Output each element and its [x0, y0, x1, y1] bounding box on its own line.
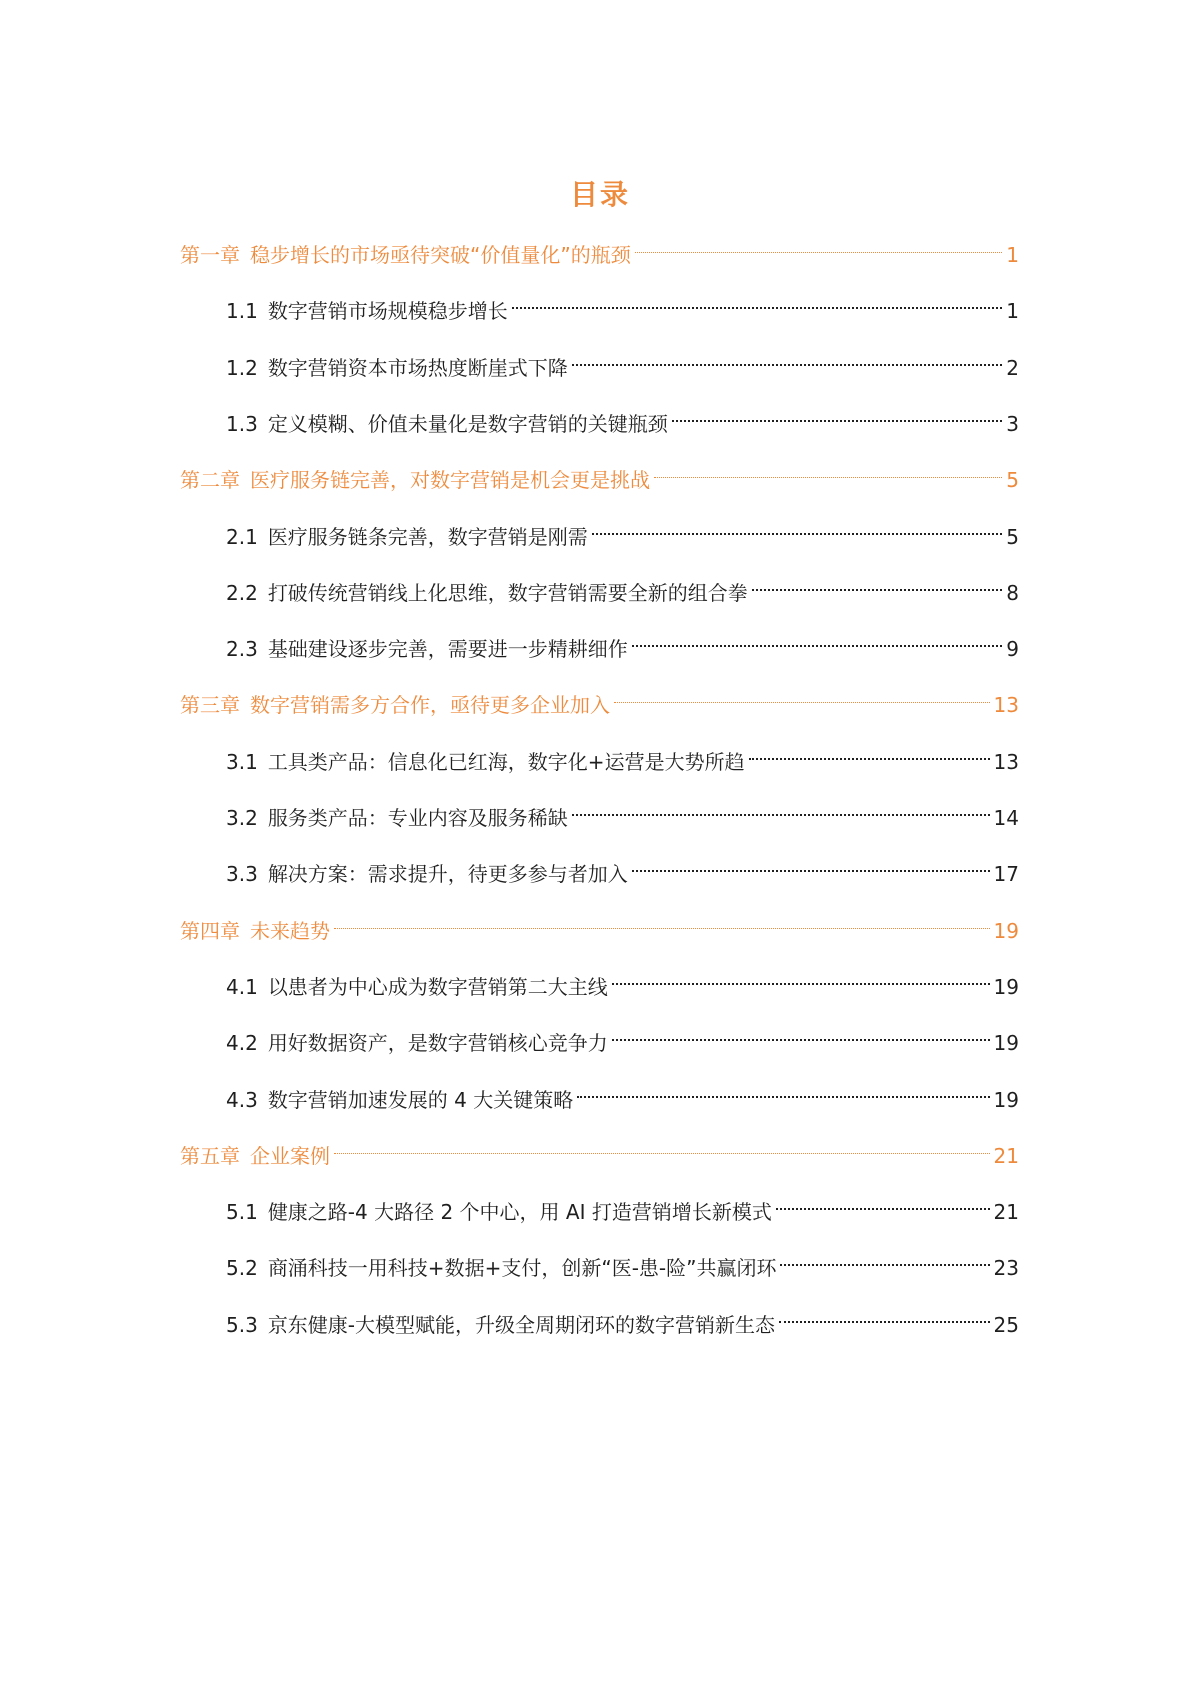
- toc-entry-number: 第二章: [180, 468, 240, 492]
- toc-chapter-entry[interactable]: [180, 453, 1019, 492]
- toc-entry-title: 打破传统营销线上化思维，数字营销需要全新的组合拳: [267, 581, 748, 605]
- toc-entry-title: 未来趋势: [250, 919, 330, 943]
- toc-entry-page-number: 19: [993, 919, 1019, 943]
- dot-leader: [334, 1129, 990, 1163]
- dot-leader: [752, 566, 1002, 600]
- toc-entry-label: [180, 1139, 330, 1173]
- toc-entry-page-number: 5: [1006, 525, 1019, 549]
- dot-leader: [592, 510, 1002, 544]
- dot-leader: [614, 678, 990, 712]
- toc-entry-page-number: 3: [1006, 412, 1019, 436]
- toc-entry-label: [226, 801, 568, 835]
- dot-leader: [572, 341, 1002, 375]
- toc-entry-page-number: 1: [1006, 299, 1019, 323]
- toc-entry-label: [180, 914, 330, 948]
- toc-section-entry[interactable]: [226, 1016, 1019, 1055]
- toc-entry-title: 解决方案：需求提升，待更多参与者加入: [267, 862, 628, 886]
- toc-entry-number: 第五章: [180, 1144, 240, 1168]
- toc-entry-page-number: 21: [993, 1144, 1019, 1168]
- toc-entry-number: 4.3: [226, 1088, 258, 1112]
- toc-entry-title: 数字营销需多方合作，亟待更多企业加入: [250, 693, 610, 717]
- toc-entry-page-number: 19: [993, 1088, 1019, 1112]
- toc-section-entry[interactable]: [226, 1241, 1019, 1280]
- toc-entry-label: [226, 745, 745, 779]
- toc-entry-page-number: 13: [993, 693, 1019, 717]
- toc-entry-page-number: 5: [1006, 468, 1019, 492]
- toc-entry-number: 3.1: [226, 750, 258, 774]
- toc-entry-page-number: 8: [1006, 581, 1019, 605]
- toc-entry-number: 1.3: [226, 412, 258, 436]
- toc-entry-title: 基础建设逐步完善，需要进一步精耕细作: [267, 637, 628, 661]
- toc-entry-number: 1.1: [226, 299, 258, 323]
- dot-leader: [779, 1298, 990, 1332]
- toc-entry-title: 数字营销市场规模稳步增长: [267, 299, 508, 323]
- toc-entry-label: [226, 1026, 608, 1060]
- dot-leader: [577, 1073, 989, 1107]
- toc-entry-title: 数字营销资本市场热度断崖式下降: [267, 356, 568, 380]
- dot-leader: [334, 904, 990, 938]
- toc-section-entry[interactable]: [226, 622, 1019, 661]
- toc-entry-number: 1.2: [226, 356, 258, 380]
- toc-entry-title: 医疗服务链条完善，数字营销是刚需: [267, 525, 588, 549]
- toc-entry-title: 数字营销加速发展的 4 大关键策略: [267, 1088, 574, 1112]
- dot-leader: [612, 1016, 990, 1050]
- toc-entry-number: 3.2: [226, 806, 258, 830]
- toc-section-entry[interactable]: [226, 397, 1019, 436]
- dot-leader: [512, 284, 1002, 318]
- toc-entry-label: [226, 857, 628, 891]
- toc-entry-label: [180, 238, 631, 272]
- toc-entry-page-number: 19: [993, 1031, 1019, 1055]
- dot-leader: [672, 397, 1002, 431]
- toc-section-entry[interactable]: [226, 791, 1019, 830]
- toc-section-entry[interactable]: [226, 735, 1019, 774]
- toc-entry-title: 定义模糊、价值未量化是数字营销的关键瓶颈: [267, 412, 668, 436]
- toc-entry-label: [180, 688, 610, 722]
- toc-entry-title: 京东健康-大模型赋能，升级全周期闭环的数字营销新生态: [267, 1313, 776, 1337]
- toc-title: 目录: [569, 177, 630, 211]
- toc-entry-label: [226, 1251, 776, 1285]
- toc-entry-number: 第四章: [180, 919, 240, 943]
- toc-entry-title: 稳步增长的市场亟待突破“价值量化”的瓶颈: [250, 243, 631, 267]
- toc-section-entry[interactable]: [226, 566, 1019, 605]
- toc-section-entry[interactable]: [226, 960, 1019, 999]
- toc-entry-number: 5.3: [226, 1313, 258, 1337]
- toc-entry-number: 2.2: [226, 581, 258, 605]
- dot-leader: [635, 228, 1003, 262]
- toc-entry-label: [226, 1195, 772, 1229]
- toc-section-entry[interactable]: [226, 1185, 1019, 1224]
- toc-entry-number: 5.1: [226, 1200, 258, 1224]
- toc-entry-number: 第三章: [180, 693, 240, 717]
- toc-entry-label: [226, 632, 628, 666]
- toc-section-entry[interactable]: [226, 847, 1019, 886]
- toc-entry-title: 企业案例: [250, 1144, 330, 1168]
- toc-entry-page-number: 17: [993, 862, 1019, 886]
- toc-entry-page-number: 23: [993, 1256, 1019, 1280]
- dot-leader: [654, 453, 1002, 487]
- toc-entry-title: 工具类产品：信息化已红海，数字化+运营是大势所趋: [267, 750, 745, 774]
- toc-section-entry[interactable]: [226, 1298, 1019, 1337]
- toc-entry-number: 3.3: [226, 862, 258, 886]
- toc-section-entry[interactable]: [226, 284, 1019, 323]
- toc-entry-page-number: 25: [993, 1313, 1019, 1337]
- toc-entry-title: 商涌科技一用科技+数据+支付，创新“医-患-险”共赢闭环: [267, 1256, 777, 1280]
- toc-entry-title: 服务类产品：专业内容及服务稀缺: [267, 806, 568, 830]
- toc-entry-title: 以患者为中心成为数字营销第二大主线: [267, 975, 608, 999]
- toc-entry-label: [226, 407, 668, 441]
- toc-chapter-entry[interactable]: [180, 1129, 1019, 1168]
- toc-chapter-entry[interactable]: [180, 228, 1019, 267]
- dot-leader: [572, 791, 990, 825]
- dot-leader: [632, 847, 990, 881]
- toc-chapter-entry[interactable]: [180, 678, 1019, 717]
- toc-entry-page-number: 1: [1006, 243, 1019, 267]
- toc-section-entry[interactable]: [226, 1073, 1019, 1112]
- toc-entry-label: [226, 576, 748, 610]
- toc-entry-page-number: 19: [993, 975, 1019, 999]
- toc-entry-label: [226, 970, 608, 1004]
- toc-chapter-entry[interactable]: [180, 904, 1019, 943]
- toc-entry-label: [226, 1083, 573, 1117]
- dot-leader: [632, 622, 1002, 656]
- dot-leader: [749, 735, 990, 769]
- toc-entry-label: [226, 351, 568, 385]
- toc-entry-page-number: 2: [1006, 356, 1019, 380]
- toc-entry-title: 用好数据资产，是数字营销核心竞争力: [267, 1031, 608, 1055]
- dot-leader: [780, 1241, 989, 1275]
- toc-entry-page-number: 13: [993, 750, 1019, 774]
- toc-section-entry[interactable]: [226, 341, 1019, 380]
- toc-entry-number: 2.1: [226, 525, 258, 549]
- dot-leader: [612, 960, 990, 994]
- toc-entry-page-number: 14: [993, 806, 1019, 830]
- toc-entry-label: [226, 1308, 775, 1342]
- toc-entry-page-number: 9: [1006, 637, 1019, 661]
- toc-entry-number: 5.2: [226, 1256, 258, 1280]
- toc-entry-title: 健康之路-4 大路径 2 个中心，用 AI 打造营销增长新模式: [267, 1200, 772, 1224]
- toc-entry-label: [226, 520, 588, 554]
- toc-entry-number: 4.2: [226, 1031, 258, 1055]
- toc-entry-title: 医疗服务链完善，对数字营销是机会更是挑战: [250, 468, 650, 492]
- toc-entry-label: [226, 294, 508, 328]
- dot-leader: [776, 1185, 990, 1219]
- toc-entry-number: 4.1: [226, 975, 258, 999]
- toc-entry-number: 2.3: [226, 637, 258, 661]
- toc-section-entry[interactable]: [226, 510, 1019, 549]
- toc-entry-label: [180, 463, 650, 497]
- toc-entry-number: 第一章: [180, 243, 240, 267]
- toc-entry-page-number: 21: [993, 1200, 1019, 1224]
